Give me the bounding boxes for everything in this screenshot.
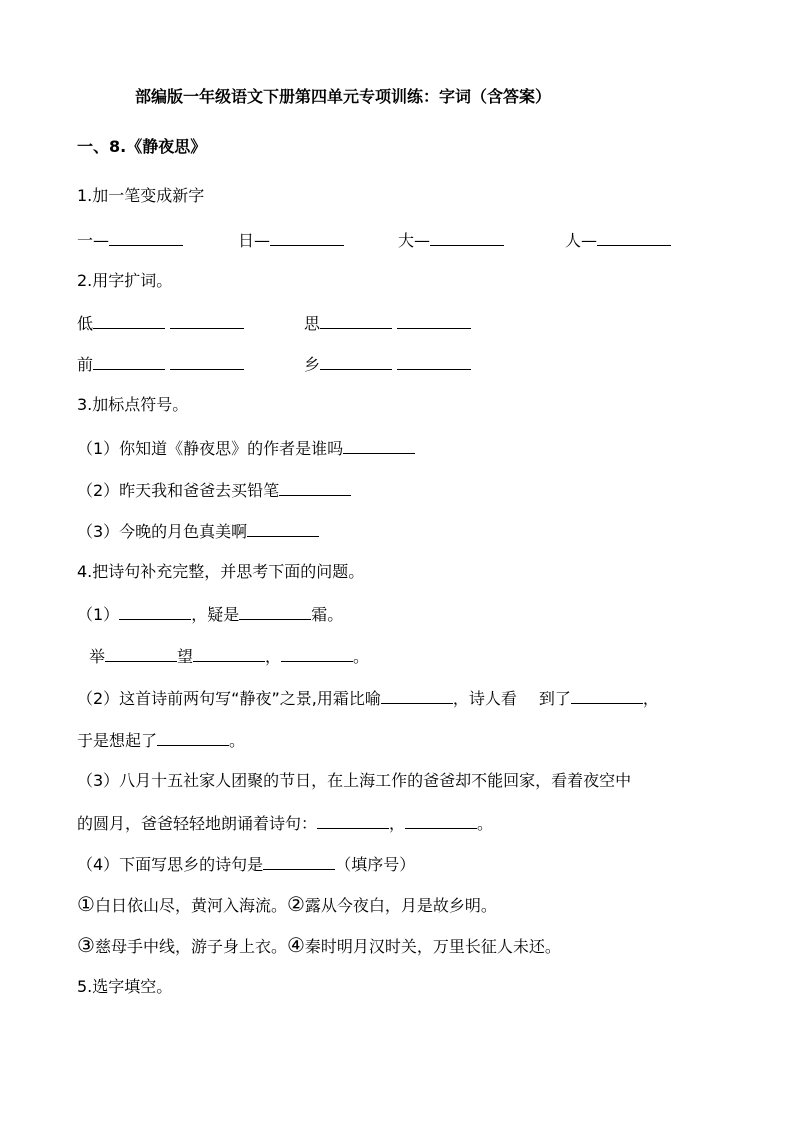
page-title: 部编版一年级语文下册第四单元专项训练：字词（含答案） xyxy=(135,87,552,106)
answer-blank[interactable] xyxy=(597,228,671,246)
q5-prompt: 5.选字填空。 xyxy=(77,977,173,996)
answer-blank[interactable] xyxy=(381,686,453,704)
answer-blank[interactable] xyxy=(170,311,244,329)
q4-sub4: （4）下面写思乡的诗句是 （填序号） xyxy=(77,852,415,876)
answer-blank[interactable] xyxy=(320,311,392,329)
q3-item-2: （2）昨天我和爸爸去买铅笔 xyxy=(77,478,351,502)
answer-blank[interactable] xyxy=(157,728,229,746)
answer-blank[interactable] xyxy=(263,852,335,870)
q2-item-2: 思 xyxy=(304,311,471,335)
answer-blank[interactable] xyxy=(430,228,504,246)
q3-item-1: （1）你知道《静夜思》的作者是谁吗 xyxy=(77,436,415,460)
q4-line-2: 举 望 ， 。 xyxy=(89,644,369,668)
q1-item-4: 人— xyxy=(565,228,671,252)
q4-sub2-cont: 于是想起了 。 xyxy=(77,728,245,752)
q1-item-1: 一— xyxy=(77,228,183,252)
q4-line-1: （1） ，疑是 霜。 xyxy=(77,602,343,626)
answer-blank[interactable] xyxy=(109,228,183,246)
option-marker: ① xyxy=(77,892,95,916)
answer-blank[interactable] xyxy=(279,478,351,496)
q4-options-row-1: ①白日依山尽，黄河入海流。②露从今夜白，月是故乡明。 xyxy=(77,892,497,916)
q4-options-row-2: ③慈母手中线，游子身上衣。④秦时明月汉时关，万里长征人未还。 xyxy=(77,933,561,957)
answer-blank[interactable] xyxy=(397,311,471,329)
answer-blank[interactable] xyxy=(239,602,311,620)
q1-prompt: 1.加一笔变成新字 xyxy=(77,186,205,205)
answer-blank[interactable] xyxy=(317,811,389,829)
answer-blank[interactable] xyxy=(119,602,191,620)
answer-blank[interactable] xyxy=(320,352,392,370)
answer-blank[interactable] xyxy=(270,228,344,246)
q2-prompt: 2.用字扩词。 xyxy=(77,271,173,290)
answer-blank[interactable] xyxy=(170,352,244,370)
answer-blank[interactable] xyxy=(93,311,165,329)
option-marker: ③ xyxy=(77,933,95,957)
answer-blank[interactable] xyxy=(193,644,265,662)
q1-item-3: 大— xyxy=(398,228,504,252)
option-marker: ④ xyxy=(286,933,305,957)
answer-blank[interactable] xyxy=(247,519,319,537)
q1-item-2: 日— xyxy=(238,228,344,252)
q3-item-3: （3）今晚的月色真美啊 xyxy=(77,519,319,543)
q4-sub3: （3）八月十五社家人团聚的节日，在上海工作的爸爸却不能回家，看着夜空中 xyxy=(77,771,632,790)
answer-blank[interactable] xyxy=(105,644,177,662)
answer-blank[interactable] xyxy=(281,644,353,662)
q2-item-3: 前 xyxy=(77,352,244,376)
answer-blank[interactable] xyxy=(397,352,471,370)
q4-sub2: （2）这首诗前两句写“静夜”之景,用霜比喻 ，诗人看 到了 ， xyxy=(77,686,659,710)
section-heading: 一、8.《静夜思》 xyxy=(77,137,207,156)
answer-blank[interactable] xyxy=(93,352,165,370)
q2-item-4: 乡 xyxy=(304,352,471,376)
option-marker: ② xyxy=(286,892,305,916)
answer-blank[interactable] xyxy=(571,686,643,704)
answer-blank[interactable] xyxy=(343,436,415,454)
q2-item-1: 低 xyxy=(77,311,244,335)
q4-sub3-cont: 的圆月，爸爸轻轻地朗诵着诗句： ， 。 xyxy=(77,811,493,835)
answer-blank[interactable] xyxy=(405,811,477,829)
q4-prompt: 4.把诗句补充完整，并思考下面的问题。 xyxy=(77,562,365,581)
q3-prompt: 3.加标点符号。 xyxy=(77,395,189,414)
